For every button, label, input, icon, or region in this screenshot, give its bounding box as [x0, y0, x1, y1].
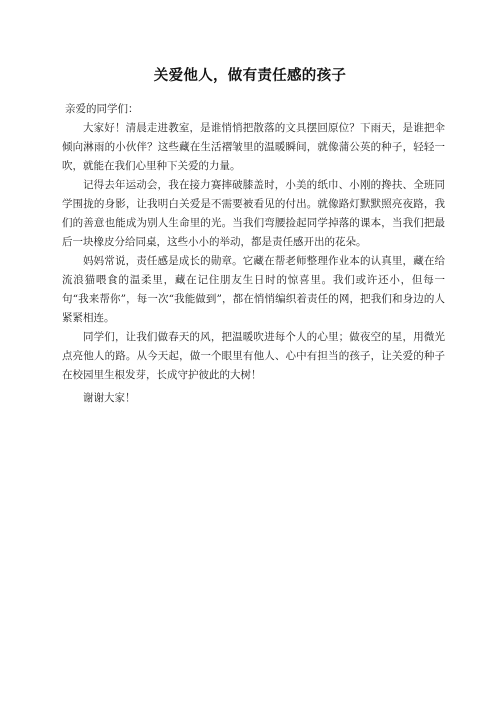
paragraph-4: 同学们，让我们做春天的风，把温暖吹进每个人的心里；做夜空的星，用微光点亮他人的路。从今天起，做一个眼里有他人、心中有担当的孩子，让关爱的种子在校园里生根发芽，长成守护彼此的大树！ — [62, 331, 445, 381]
closing-line: 谢谢大家！ — [83, 392, 136, 404]
paragraph-2: 记得去年运动会，我在接力赛摔破膝盖时，小美的纸巾、小刚的搀扶、全班同学围拢的身影，让我明白关爱是不需要被看见的付出。就像路灯默默照亮夜路，我们的善意也能成为别人生命里的光。当我们弯腰捡起同学掉落的课本，当我们把最后一块橡皮分给同桌，这些小小的举动，都是责任感开出的花朵。 — [62, 179, 445, 248]
paragraph-3: 妈妈常说，责任感是成长的勋章。它藏在帮老师整理作业本的认真里，藏在给流浪猫喂食的温柔里，藏在记住朋友生日时的惊喜里。我们或许还小，但每一句“我来帮你”，每一次“我能做到”，都在悄悄编织着责任的网，把我们和身边的人紧紧相连。 — [62, 255, 445, 324]
greeting-line — [62, 100, 445, 119]
paragraph-1: 大家好！清晨走进教室，是谁悄悄把散落的文具摆回原位？下雨天，是谁把伞倾向淋雨的小伙伴？这些藏在生活褶皱里的温暖瞬间，就像蒲公英的种子，轻轻一吹，就能在我们心里种下关爱的力量。 — [62, 122, 445, 172]
greeting-text: 亲爱的同学们： — [65, 103, 139, 115]
document-title: 关爱他人，做有责任感的孩子 — [153, 68, 347, 84]
document-body — [62, 100, 445, 408]
